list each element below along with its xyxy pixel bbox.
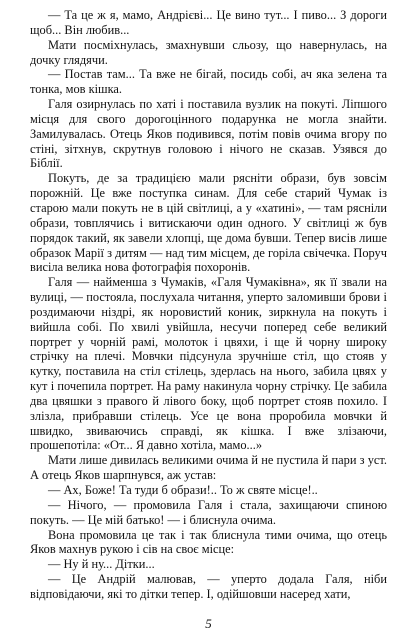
paragraph: — Ах, Боже! Та туди б образи!.. То ж святе місце!..	[48, 483, 318, 497]
paragraph: Мати посміхнулась, змахнувши сльозу, що навернулась, на дочку глядячи.	[30, 37, 387, 67]
paragraph: — Це Андрій малював, — уперто додала Галя, ніби відповідаючи, які то дітки тепер. І, одійшовши насеред хати,	[30, 572, 387, 601]
paragraph: — Нічого, — промовила Галя і стала, захищаючи спиною покуть. — Це мій батько! — і блиснула очима.	[30, 497, 387, 527]
paragraph: — Постав там... Та вже не бігай, посидь собі, ач яка зелена та тонка, мов кішка.	[30, 67, 387, 97]
book-page-text	[30, 8, 387, 602]
paragraph: Мати лише дивилась великими очима й не пустила й пари з уст. А отець Яков шарпнувся, аж устав:	[30, 453, 387, 483]
paragraph: Покуть, де за традицією мали рясніти образи, був зовсім порожній. Це вже поступка синам. Для себе старий Чумак із старою мали покуть не в цій світлиці, а у «хатині», — там рясніли образи, товплячись і витискаючи один одного. У світлиці ж був порядок такий, як завели хлопці, ще дома бувши. Тепер висів лише образок Марії з дитям — над тим місцем, де горіла свічечка. Поруч висіла велика нова фотографія похоронів.	[30, 171, 387, 275]
paragraph: — Ну й ну... Дітки...	[48, 557, 155, 572]
paragraph: Вона промовила це так і так блиснула тими очима, що отець Яков махнув рукою і сів на своє місце:	[30, 527, 387, 557]
page-number: 5	[205, 616, 212, 631]
paragraph: — Та це ж я, мамо, Андрієві... Це вино тут... І пиво... З дороги щоб... Він любив...	[30, 8, 387, 37]
paragraph: Галя озирнулась по хаті і поставила вузлик на покуті. Ліпшого місця для свого дорогоцінного подарунка не могла знайти. Замилувалась. Отець Яков подивився, потім повів очима вгору по стіні, зітхнув, скрутнув головою і нічого не сказав. Узявся до Біблії.	[30, 97, 387, 171]
paragraph: Галя — найменша з Чумаків, «Галя Чумаківна», як її звали на вулиці, — постояла, послухала читання, уперто заломивши брови і роздимаючи ніздрі, як норовистий коник, зиркнула на покуть і вийшла собі. По хвилі увійшла, несучи поперед себе великий портрет у чорній рамі, молоток і цвяхи, і ще й чорну широку стрічку на плечі. Мовчки підсунула зручніше стіл, що стояв у кутку, поставила на стіл стілець, здерлась на нього, забила цвях у кут і почепила портрет. На раму накинула чорну стрічку. Це забила два цвяшки з правого й лівого боку, щоб портрет стояв похило. І злізла, прибравши стілець. Усе це вона проробила мовчки й швидко, звиваючись справді, як кішка. І вже злізаючи, прошепотіла: «От... Я давно хотіла, мамо...»	[30, 275, 387, 453]
